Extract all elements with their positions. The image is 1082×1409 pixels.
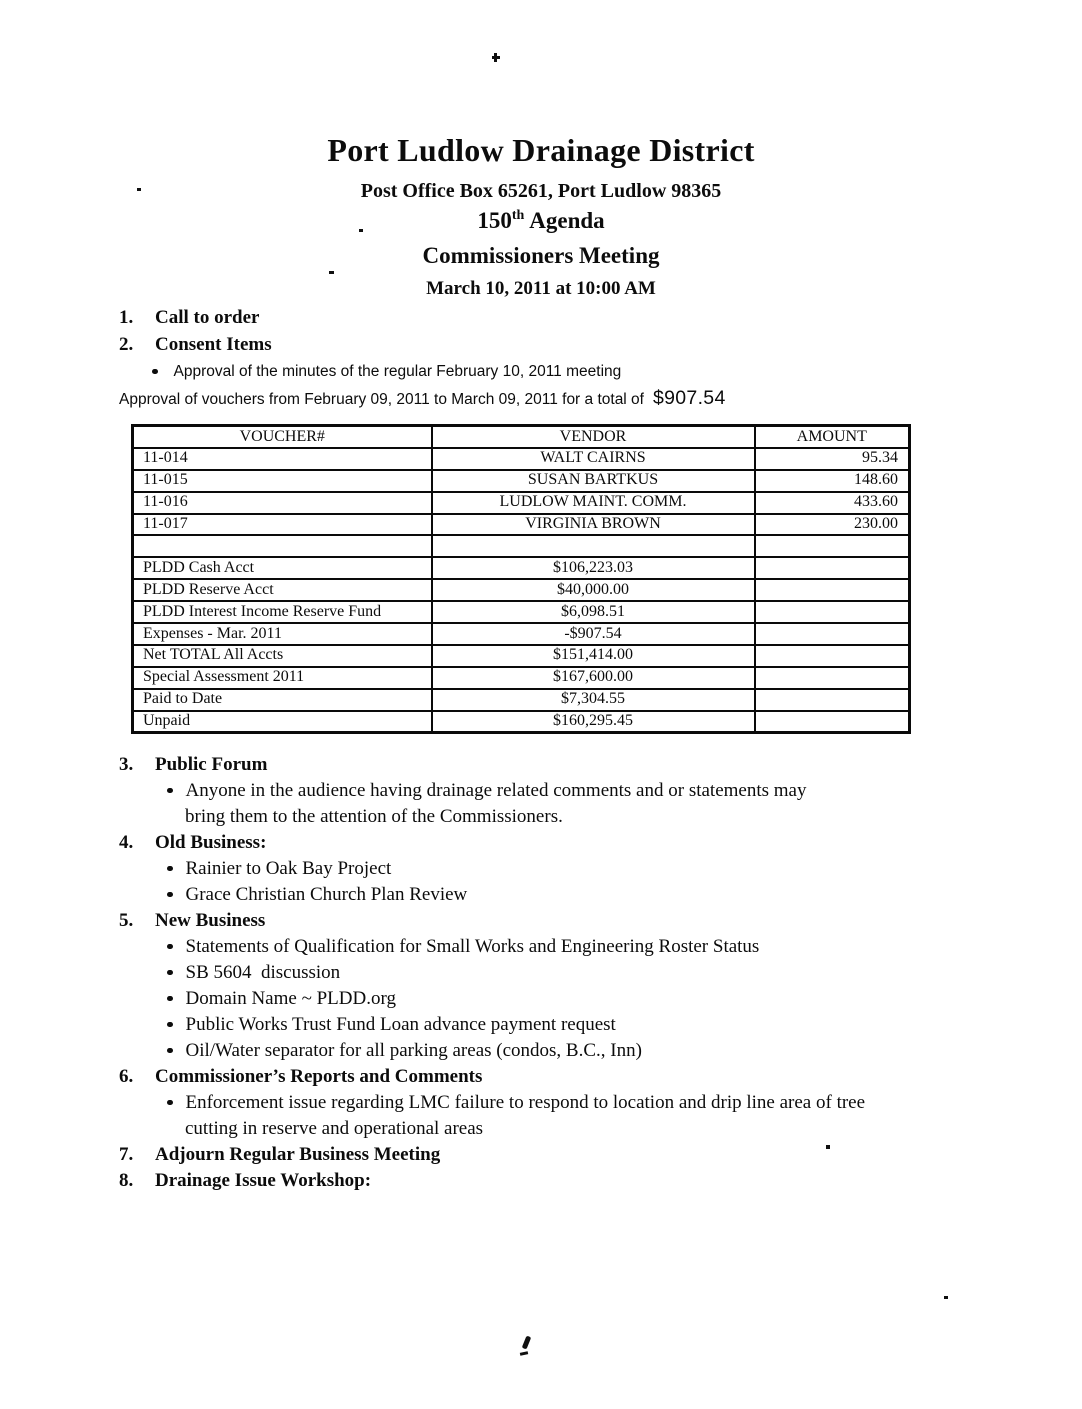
- item-number: 3.: [119, 754, 134, 775]
- bullet-text: Grace Christian Church Plan Review: [185, 884, 468, 905]
- account-cell: Net TOTAL All Accts: [133, 645, 432, 667]
- bullet-item: [119, 960, 1042, 986]
- bullet-text-continued: bring them to the attention of the Commissioners.: [185, 806, 563, 827]
- bullet-text-continued: cutting in reserve and operational areas: [185, 1118, 484, 1139]
- table-row: [133, 492, 910, 514]
- empty-cell: [755, 645, 910, 667]
- item-number: 7.: [119, 1144, 134, 1165]
- balance-cell: $151,414.00: [432, 645, 755, 667]
- empty-cell: [755, 557, 910, 579]
- vouchers-total: $907.54: [653, 387, 726, 409]
- scan-artifact: [522, 1336, 532, 1350]
- balance-cell: $7,304.55: [432, 689, 755, 711]
- amount-cell: 230.00: [755, 514, 910, 536]
- amount-cell: 148.60: [755, 470, 910, 492]
- empty-cell: [755, 623, 910, 645]
- bullet-text: Rainier to Oak Bay Project: [185, 858, 392, 879]
- table-row: [133, 689, 910, 711]
- empty-cell: [133, 535, 432, 557]
- empty-cell: [755, 711, 910, 733]
- bullet-text: Public Works Trust Fund Loan advance payment request: [185, 1014, 616, 1035]
- account-cell: Unpaid: [133, 711, 432, 733]
- vendor-cell: VIRGINIA BROWN: [432, 514, 755, 536]
- account-cell: PLDD Interest Income Reserve Fund: [133, 601, 432, 623]
- voucher-accounts-table: [131, 424, 911, 734]
- agenda-title: [0, 208, 1082, 234]
- scan-artifact: [359, 229, 363, 232]
- balance-cell: $6,098.51: [432, 601, 755, 623]
- bullet-icon: [152, 369, 158, 375]
- voucher-cell: 11-016: [133, 492, 432, 514]
- bullet-item: [119, 1038, 1042, 1064]
- item-title: Drainage Issue Workshop:: [155, 1170, 372, 1191]
- scan-artifact: [329, 271, 334, 274]
- table-row: [133, 579, 910, 601]
- amount-cell: 95.34: [755, 448, 910, 470]
- scan-artifact: [137, 188, 141, 191]
- table-spacer-row: [133, 535, 910, 557]
- col-header-amount: AMOUNT: [755, 426, 910, 448]
- account-cell: PLDD Cash Acct: [133, 557, 432, 579]
- bullet-item: [119, 1090, 1042, 1116]
- agenda-item-3: [119, 752, 1042, 778]
- bullet-item: [119, 778, 1042, 804]
- scan-artifact: [826, 1145, 830, 1149]
- item-title: Call to order: [155, 307, 260, 328]
- voucher-cell: 11-014: [133, 448, 432, 470]
- table-row: [133, 514, 910, 536]
- empty-cell: [755, 601, 910, 623]
- table-header-row: [133, 426, 910, 448]
- agenda-ordinal: th: [511, 208, 525, 223]
- vouchers-text: Approval of vouchers from February 09, 2011 to March 09, 2011 for a total of: [119, 391, 644, 408]
- table-row: [133, 448, 910, 470]
- empty-cell: [432, 535, 755, 557]
- agenda-items-1-2: [119, 304, 1032, 413]
- consent-minutes-bullet: [119, 358, 1032, 385]
- col-header-vendor: VENDOR: [432, 426, 755, 448]
- item-number: 2.: [119, 334, 134, 355]
- amount-cell: 433.60: [755, 492, 910, 514]
- empty-cell: [755, 667, 910, 689]
- table-row: [133, 623, 910, 645]
- voucher-cell: 11-017: [133, 514, 432, 536]
- agenda-item-7: [119, 1142, 1042, 1168]
- bullet-item: [119, 856, 1042, 882]
- scan-artifact: [944, 1296, 948, 1299]
- item-title: Commissioner’s Reports and Comments: [155, 1066, 483, 1087]
- item-number: 8.: [119, 1170, 134, 1191]
- bullet-text: Approval of the minutes of the regular February 10, 2011 meeting: [173, 363, 622, 380]
- balance-cell: $106,223.03: [432, 557, 755, 579]
- bullet-text: Domain Name ~ PLDD.org: [185, 988, 396, 1009]
- bullet-item: [119, 986, 1042, 1012]
- organization-title: Port Ludlow Drainage District: [327, 132, 755, 168]
- balance-cell: $160,295.45: [432, 711, 755, 733]
- table-row: [133, 645, 910, 667]
- bullet-icon: [167, 788, 173, 794]
- item-title: New Business: [155, 910, 266, 931]
- item-number: 5.: [119, 910, 134, 931]
- table-row: [133, 711, 910, 733]
- table-row: [133, 601, 910, 623]
- vendor-cell: LUDLOW MAINT. COMM.: [432, 492, 755, 514]
- bullet-icon: [167, 944, 173, 950]
- agenda-items-3-8: [119, 752, 1042, 1194]
- account-cell: PLDD Reserve Acct: [133, 579, 432, 601]
- consent-vouchers-line: [119, 385, 1032, 413]
- agenda-item-1: [119, 304, 1032, 331]
- agenda-word: Agenda: [529, 208, 605, 233]
- col-header-voucher: VOUCHER#: [133, 426, 432, 448]
- meeting-title: Commissioners Meeting: [422, 243, 660, 268]
- agenda-item-4: [119, 830, 1042, 856]
- empty-cell: [755, 535, 910, 557]
- bullet-text: Oil/Water separator for all parking areas (condos, B.C., Inn): [185, 1040, 642, 1061]
- balance-cell: $40,000.00: [432, 579, 755, 601]
- bullet-icon: [167, 892, 173, 898]
- item-title: Old Business:: [155, 832, 267, 853]
- bullet-text: Statements of Qualification for Small Works and Engineering Roster Status: [185, 936, 760, 957]
- balance-cell: -$907.54: [432, 623, 755, 645]
- organization-address: Post Office Box 65261, Port Ludlow 98365: [360, 180, 722, 202]
- item-number: 1.: [119, 307, 134, 328]
- agenda-item-8: [119, 1168, 1042, 1194]
- balance-cell: $167,600.00: [432, 667, 755, 689]
- bullet-icon: [167, 996, 173, 1002]
- bullet-icon: [167, 1048, 173, 1054]
- bullet-icon: [167, 866, 173, 872]
- document-header: [0, 0, 1082, 300]
- table-row: [133, 667, 910, 689]
- bullet-item: [119, 1012, 1042, 1038]
- item-number: 4.: [119, 832, 134, 853]
- item-title: Adjourn Regular Business Meeting: [155, 1144, 441, 1165]
- empty-cell: [755, 689, 910, 711]
- meeting-datetime: March 10, 2011 at 10:00 AM: [426, 278, 656, 299]
- vendor-cell: SUSAN BARTKUS: [432, 470, 755, 492]
- agenda-item-5: [119, 908, 1042, 934]
- bullet-text: Enforcement issue regarding LMC failure to respond to location and drip line area of tree: [185, 1092, 866, 1113]
- agenda-item-2: [119, 331, 1032, 358]
- empty-cell: [755, 579, 910, 601]
- bullet-icon: [167, 970, 173, 976]
- bullet-item: [119, 934, 1042, 960]
- bullet-text: SB 5604 discussion: [185, 962, 341, 983]
- bullet-item: [119, 882, 1042, 908]
- bullet-icon: [167, 1022, 173, 1028]
- scan-artifact: [520, 1351, 528, 1356]
- scan-artifact: [494, 53, 497, 62]
- item-number: 6.: [119, 1066, 134, 1087]
- agenda-item-6: [119, 1064, 1042, 1090]
- account-cell: Paid to Date: [133, 689, 432, 711]
- agenda-number: 150: [477, 208, 512, 233]
- account-cell: Expenses - Mar. 2011: [133, 623, 432, 645]
- item-title: Public Forum: [155, 754, 268, 775]
- table-row: [133, 557, 910, 579]
- item-title: Consent Items: [155, 334, 272, 355]
- account-cell: Special Assessment 2011: [133, 667, 432, 689]
- vendor-cell: WALT CAIRNS: [432, 448, 755, 470]
- table-row: [133, 470, 910, 492]
- bullet-text: Anyone in the audience having drainage related comments and or statements may: [185, 780, 807, 801]
- voucher-cell: 11-015: [133, 470, 432, 492]
- bullet-icon: [167, 1100, 173, 1106]
